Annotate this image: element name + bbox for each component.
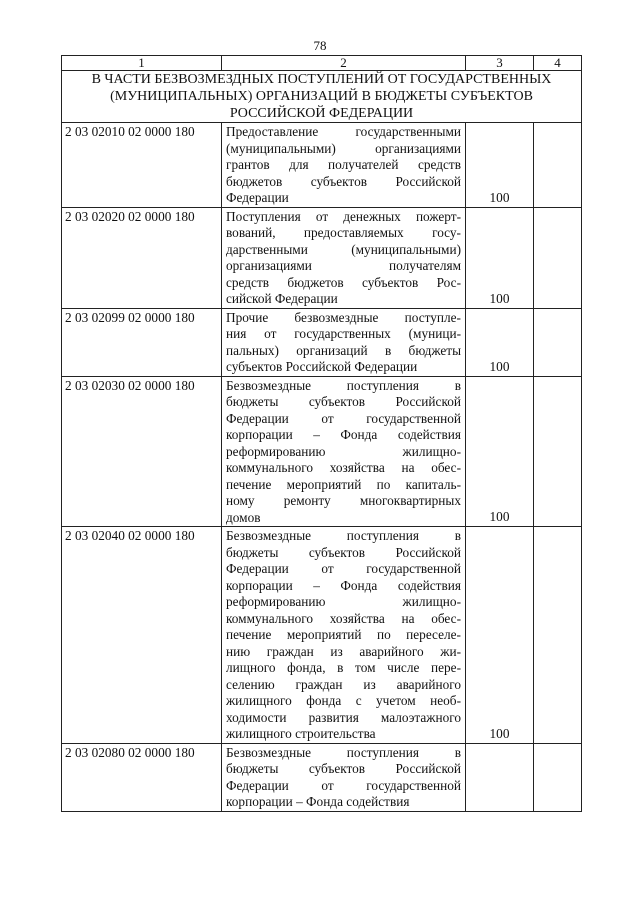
- normative-percent: 100: [466, 123, 534, 208]
- description-line: корпорации – Фонда содействия: [226, 577, 461, 593]
- description-line: жилищного фонда с учетом необ-: [226, 693, 461, 708]
- description-line: Безвозмездные поступления в: [226, 744, 461, 760]
- description-line: коммунального хозяйства на обес-: [226, 460, 461, 475]
- column-4-cell: [534, 123, 582, 208]
- description-line: грантов для получателей средств: [226, 157, 461, 172]
- description-line: организациями получателям: [226, 258, 461, 273]
- description-line: жилищного строительства: [226, 726, 376, 741]
- column-header-4: 4: [534, 56, 582, 71]
- revenue-description: [222, 527, 466, 744]
- revenue-code: 2 03 02099 02 0000 180: [62, 308, 222, 376]
- description-line: бюджеты субъектов Российской: [226, 544, 461, 560]
- column-4-cell: [534, 743, 582, 811]
- section-title: В ЧАСТИ БЕЗВОЗМЕЗДНЫХ ПОСТУПЛЕНИЙ ОТ ГОСУДАРСТВЕННЫХ (МУНИЦИПАЛЬНЫХ) ОРГАНИЗАЦИЙ В БЮДЖЕТЫ СУБЪЕКТОВ РОССИЙСКОЙ ФЕДЕРАЦИИ: [62, 71, 582, 123]
- description-line: печение мероприятий по переселе-: [226, 627, 461, 642]
- budget-revenue-table: [61, 55, 582, 812]
- column-header-3: 3: [466, 56, 534, 71]
- column-4-cell: [534, 527, 582, 744]
- normative-percent: 100: [466, 207, 534, 308]
- revenue-code: 2 03 02040 02 0000 180: [62, 527, 222, 744]
- description-line: ному ремонту многоквартирных: [226, 493, 461, 508]
- section-title-row: [62, 71, 582, 123]
- description-line: бюджетов субъектов Российской: [226, 173, 461, 189]
- description-line: нию граждан из аварийного жи-: [226, 643, 461, 659]
- normative-percent: 100: [466, 376, 534, 527]
- column-4-cell: [534, 376, 582, 527]
- description-line: лищного фонда, в том числе пере-: [226, 660, 461, 675]
- column-number-header-row: [62, 56, 582, 71]
- revenue-description: [222, 743, 466, 811]
- description-line: Безвозмездные поступления в: [226, 528, 461, 543]
- revenue-description: [222, 207, 466, 308]
- description-line: Федерации от государственной: [226, 777, 461, 793]
- description-line: домов: [226, 509, 261, 525]
- revenue-code: 2 03 02030 02 0000 180: [62, 376, 222, 527]
- column-header-1: 1: [62, 56, 222, 71]
- description-line: корпорации – Фонда содействия: [226, 794, 410, 809]
- description-line: Поступления от денежных пожерт-: [226, 208, 461, 224]
- description-line: коммунального хозяйства на обес-: [226, 610, 461, 626]
- column-4-cell: [534, 207, 582, 308]
- description-line: субъектов Российской Федерации: [226, 359, 418, 374]
- description-line: Прочие безвозмездные поступле-: [226, 309, 461, 325]
- description-line: реформированию жилищно-: [226, 594, 461, 609]
- normative-percent: 100: [466, 308, 534, 376]
- description-line: корпорации – Фонда содействия: [226, 427, 461, 442]
- table-row: [62, 743, 582, 811]
- description-line: вований, предоставляемых госу-: [226, 225, 461, 240]
- description-line: Безвозмездные поступления в: [226, 377, 461, 393]
- table-row: [62, 308, 582, 376]
- table-row: [62, 376, 582, 527]
- description-line: Предоставление государственными: [226, 124, 461, 139]
- description-line: средств бюджетов субъектов Рос-: [226, 274, 461, 290]
- description-line: ния от государственных (муници-: [226, 326, 461, 341]
- description-line: Федерации: [226, 190, 289, 205]
- description-line: ходимости развития малоэтажного: [226, 709, 461, 725]
- column-header-2: 2: [222, 56, 466, 71]
- description-line: (муниципальными) организациями: [226, 140, 461, 156]
- description-line: реформированию жилищно-: [226, 443, 461, 459]
- revenue-description: [222, 376, 466, 527]
- description-line: селению граждан из аварийного: [226, 676, 461, 692]
- normative-percent: 100: [466, 527, 534, 744]
- page-number: 78: [313, 38, 327, 53]
- description-line: Федерации от государственной: [226, 561, 461, 576]
- description-line: бюджеты субъектов Российской: [226, 761, 461, 776]
- revenue-description: [222, 123, 466, 208]
- table-row: [62, 527, 582, 744]
- description-line: дарственными (муниципальными): [226, 241, 461, 257]
- table-row: [62, 207, 582, 308]
- revenue-description: [222, 308, 466, 376]
- description-line: сийской Федерации: [226, 291, 338, 306]
- description-line: бюджеты субъектов Российской: [226, 394, 461, 409]
- table-row: [62, 123, 582, 208]
- column-4-cell: [534, 308, 582, 376]
- revenue-code: 2 03 02080 02 0000 180: [62, 743, 222, 811]
- description-line: пальных) организаций в бюджеты: [226, 342, 461, 358]
- description-line: Федерации от государственной: [226, 410, 461, 426]
- revenue-code: 2 03 02020 02 0000 180: [62, 207, 222, 308]
- normative-percent: [466, 743, 534, 811]
- description-line: печение мероприятий по капиталь-: [226, 476, 461, 492]
- revenue-code: 2 03 02010 02 0000 180: [62, 123, 222, 208]
